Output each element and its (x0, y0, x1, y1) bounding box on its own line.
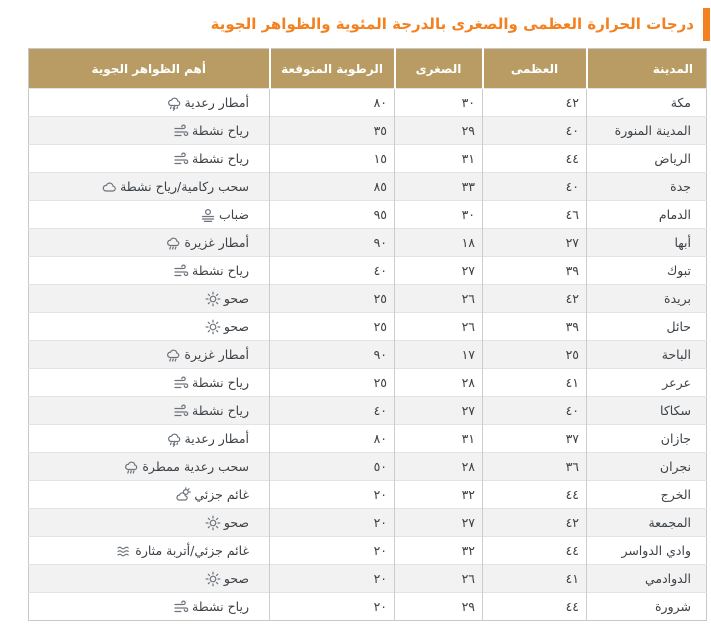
phenomena-label: رياح نشطة (192, 150, 249, 166)
phenomena-label: غائم جزئي (194, 486, 249, 502)
table-row (29, 453, 707, 481)
phenomena-label: رياح نشطة (192, 262, 249, 278)
min-cell: ٣٠ (395, 201, 483, 229)
humidity-cell: ٥٠ (270, 453, 395, 481)
humidity-cell: ٢٠ (270, 509, 395, 537)
phenomena-label: أمطار رعدية (184, 430, 249, 446)
wind-icon (173, 403, 189, 419)
phenomena-cell (29, 173, 270, 201)
max-cell: ٣٩ (483, 257, 587, 285)
phenomena-cell (29, 89, 270, 117)
city-cell: الباحة (587, 341, 707, 369)
wind-icon (173, 375, 189, 391)
max-cell: ٤٤ (483, 145, 587, 173)
city-cell: جازان (587, 425, 707, 453)
column-header-phenomena: أهم الظواهر الجوية (29, 49, 270, 89)
humidity-cell: ٤٠ (270, 397, 395, 425)
max-cell: ٣٦ (483, 453, 587, 481)
table-row (29, 173, 707, 201)
min-cell: ٢٦ (395, 285, 483, 313)
fog-icon (200, 207, 216, 223)
phenomena-label: أمطار غزيرة (184, 234, 249, 250)
city-cell: تبوك (587, 257, 707, 285)
table-row (29, 89, 707, 117)
table-row (29, 229, 707, 257)
thunder-rain-icon (166, 95, 182, 111)
max-cell: ٤٢ (483, 89, 587, 117)
humidity-cell: ٩٠ (270, 229, 395, 257)
min-cell: ٣٣ (395, 173, 483, 201)
dust-icon (116, 543, 132, 559)
min-cell: ٢٨ (395, 369, 483, 397)
city-cell: المدينة المنورة (587, 117, 707, 145)
phenomena-label: رياح نشطة (192, 598, 249, 614)
min-cell: ٣٠ (395, 89, 483, 117)
table-row (29, 313, 707, 341)
humidity-cell: ٨٠ (270, 89, 395, 117)
phenomena-label: رياح نشطة (192, 402, 249, 418)
phenomena-label: رياح نشطة (192, 374, 249, 390)
wind-icon (173, 263, 189, 279)
max-cell: ٤١ (483, 565, 587, 593)
city-cell: الدوادمي (587, 565, 707, 593)
phenomena-label: صحو (223, 318, 249, 334)
weather-table (28, 48, 707, 621)
table-row (29, 145, 707, 173)
city-cell: سكاكا (587, 397, 707, 425)
humidity-cell: ٢٠ (270, 481, 395, 509)
max-cell: ٤٤ (483, 481, 587, 509)
max-cell: ٤٤ (483, 537, 587, 565)
phenomena-cell (29, 397, 270, 425)
phenomena-cell (29, 537, 270, 565)
table-row (29, 285, 707, 313)
table-header-row (29, 49, 707, 89)
min-cell: ٢٩ (395, 117, 483, 145)
thunder-rain-icon (166, 431, 182, 447)
min-cell: ١٧ (395, 341, 483, 369)
min-cell: ٢٦ (395, 565, 483, 593)
min-cell: ٢٩ (395, 593, 483, 621)
wind-icon (173, 151, 189, 167)
wind-icon (173, 599, 189, 615)
phenomena-label: أمطار غزيرة (184, 346, 249, 362)
max-cell: ٤٠ (483, 173, 587, 201)
rain-cloud-icon (123, 459, 139, 475)
page-header (0, 0, 711, 43)
phenomena-cell (29, 369, 270, 397)
city-cell: عرعر (587, 369, 707, 397)
table-row (29, 425, 707, 453)
sun-icon (205, 319, 221, 335)
column-header-max: العظمى (483, 49, 587, 89)
table-row (29, 341, 707, 369)
partly-cloudy-icon (175, 487, 191, 503)
min-cell: ٢٧ (395, 397, 483, 425)
max-cell: ٤١ (483, 369, 587, 397)
humidity-cell: ٢٥ (270, 369, 395, 397)
city-cell: جدة (587, 173, 707, 201)
cloud-icon (101, 179, 117, 195)
table-row (29, 481, 707, 509)
city-cell: شرورة (587, 593, 707, 621)
humidity-cell: ٤٠ (270, 257, 395, 285)
table-row (29, 509, 707, 537)
max-cell: ٤٤ (483, 593, 587, 621)
city-cell: الخرج (587, 481, 707, 509)
humidity-cell: ٨٥ (270, 173, 395, 201)
city-cell: الرياض (587, 145, 707, 173)
humidity-cell: ٢٠ (270, 593, 395, 621)
table-row (29, 537, 707, 565)
max-cell: ٤٠ (483, 397, 587, 425)
phenomena-cell (29, 313, 270, 341)
phenomena-cell (29, 285, 270, 313)
phenomena-label: صحو (223, 290, 249, 306)
city-cell: مكة (587, 89, 707, 117)
phenomena-label: سحب ركامية/رياح نشطة (120, 178, 249, 194)
phenomena-cell (29, 201, 270, 229)
max-cell: ٢٥ (483, 341, 587, 369)
phenomena-cell (29, 145, 270, 173)
page-title: درجات الحرارة العظمى والصغرى بالدرجة المئوية والظواهر الجوية (210, 15, 694, 33)
humidity-cell: ٢٠ (270, 537, 395, 565)
wind-icon (173, 123, 189, 139)
table-row (29, 565, 707, 593)
humidity-cell: ٣٥ (270, 117, 395, 145)
phenomena-cell (29, 565, 270, 593)
humidity-cell: ٢٥ (270, 285, 395, 313)
humidity-cell: ١٥ (270, 145, 395, 173)
rain-icon (165, 347, 181, 363)
phenomena-cell (29, 117, 270, 145)
table-row (29, 369, 707, 397)
rain-icon (165, 235, 181, 251)
city-cell: حائل (587, 313, 707, 341)
max-cell: ٤٠ (483, 117, 587, 145)
min-cell: ٣١ (395, 425, 483, 453)
min-cell: ٢٦ (395, 313, 483, 341)
city-cell: أبها (587, 229, 707, 257)
max-cell: ٣٧ (483, 425, 587, 453)
min-cell: ٣٢ (395, 537, 483, 565)
max-cell: ٤٢ (483, 509, 587, 537)
phenomena-label: صحو (223, 570, 249, 586)
phenomena-label: صحو (223, 514, 249, 530)
column-header-min: الصغرى (395, 49, 483, 89)
phenomena-cell (29, 593, 270, 621)
min-cell: ٢٧ (395, 257, 483, 285)
phenomena-cell (29, 509, 270, 537)
city-cell: وادي الدواسر (587, 537, 707, 565)
phenomena-label: أمطار رعدية (184, 94, 249, 110)
phenomena-cell (29, 425, 270, 453)
table-row (29, 117, 707, 145)
phenomena-cell (29, 257, 270, 285)
phenomena-label: غائم جزئي/أتربة مثارة (135, 542, 249, 558)
sun-icon (205, 291, 221, 307)
min-cell: ١٨ (395, 229, 483, 257)
humidity-cell: ٩٠ (270, 341, 395, 369)
city-cell: المجمعة (587, 509, 707, 537)
sun-icon (205, 515, 221, 531)
sun-icon (205, 571, 221, 587)
table-row (29, 593, 707, 621)
phenomena-label: رياح نشطة (192, 122, 249, 138)
min-cell: ٢٨ (395, 453, 483, 481)
title-accent-bar (703, 8, 710, 41)
max-cell: ٣٩ (483, 313, 587, 341)
table-row (29, 397, 707, 425)
phenomena-cell (29, 341, 270, 369)
table-row (29, 257, 707, 285)
column-header-city: المدينة (587, 49, 707, 89)
phenomena-cell (29, 229, 270, 257)
humidity-cell: ٢٥ (270, 313, 395, 341)
phenomena-label: سحب رعدية ممطرة (142, 458, 249, 474)
humidity-cell: ٨٠ (270, 425, 395, 453)
max-cell: ٤٦ (483, 201, 587, 229)
min-cell: ٣١ (395, 145, 483, 173)
phenomena-cell (29, 481, 270, 509)
city-cell: بريدة (587, 285, 707, 313)
city-cell: الدمام (587, 201, 707, 229)
table-row (29, 201, 707, 229)
humidity-cell: ٩٥ (270, 201, 395, 229)
humidity-cell: ٢٠ (270, 565, 395, 593)
max-cell: ٢٧ (483, 229, 587, 257)
city-cell: نجران (587, 453, 707, 481)
phenomena-cell (29, 453, 270, 481)
max-cell: ٤٢ (483, 285, 587, 313)
phenomena-label: ضباب (219, 206, 249, 222)
min-cell: ٣٢ (395, 481, 483, 509)
column-header-humidity: الرطوبة المتوقعة (270, 49, 395, 89)
min-cell: ٢٧ (395, 509, 483, 537)
